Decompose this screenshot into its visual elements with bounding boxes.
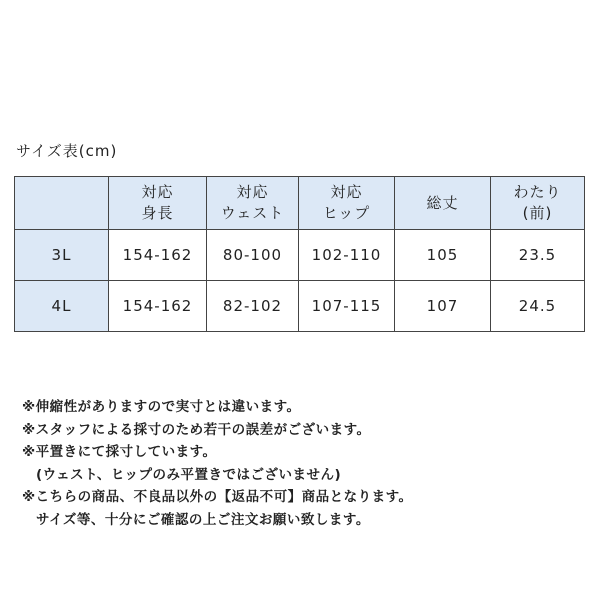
hip-cell: 102-110 — [299, 230, 395, 281]
note-line: ※伸縮性がありますので実寸とは違います。 — [22, 399, 301, 415]
header-waist-line1: 対応 — [236, 183, 269, 201]
length-cell: 107 — [395, 281, 491, 332]
thigh-cell: 24.5 — [491, 281, 585, 332]
hip-cell: 107-115 — [299, 281, 395, 332]
header-thigh-line2: (前) — [522, 204, 553, 222]
header-thigh — [491, 177, 585, 230]
header-thigh-line1: わたり — [513, 183, 562, 201]
size-label-cell: 3L — [15, 230, 109, 281]
height-cell: 154-162 — [109, 230, 207, 281]
note-line: サイズ等、十分にご確認の上ご注文お願い致します。 — [22, 511, 370, 528]
note-line: ※平置きにて採寸しています。 — [22, 444, 217, 460]
table-header-row — [15, 177, 585, 230]
header-height-line1: 対応 — [141, 183, 174, 201]
size-table — [14, 176, 585, 332]
waist-cell: 82-102 — [207, 281, 299, 332]
header-corner-cell — [15, 177, 109, 230]
size-table-title: サイズ表(cm) — [16, 142, 118, 160]
header-height-line2: 身長 — [141, 204, 174, 222]
note-line: (ウェスト、ヒップのみ平置きではございません) — [22, 466, 342, 483]
table-row — [15, 230, 585, 281]
header-waist-line2: ウェスト — [220, 204, 285, 222]
note-line: ※スタッフによる採寸のため若干の誤差がございます。 — [22, 421, 371, 438]
header-waist — [207, 177, 299, 230]
header-length — [395, 177, 491, 230]
waist-cell: 80-100 — [207, 230, 299, 281]
header-hip-line1: 対応 — [330, 183, 363, 201]
table-row — [15, 281, 585, 332]
note-line: ※こちらの商品、不良品以外の【返品不可】商品となります。 — [22, 489, 413, 505]
notes-block — [22, 396, 413, 531]
header-hip — [299, 177, 395, 230]
size-label-cell: 4L — [15, 281, 109, 332]
thigh-cell: 23.5 — [491, 230, 585, 281]
header-hip-line2: ヒップ — [322, 204, 371, 222]
header-length-line1: 総丈 — [426, 193, 459, 212]
length-cell: 105 — [395, 230, 491, 281]
header-height — [109, 177, 207, 230]
height-cell: 154-162 — [109, 281, 207, 332]
